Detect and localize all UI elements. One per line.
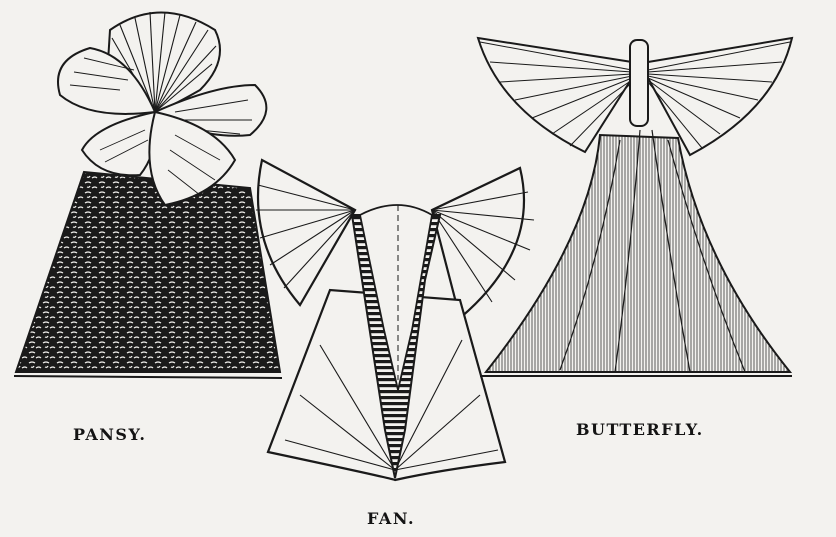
butterfly-caption: BUTTERFLY. — [576, 420, 704, 439]
pansy-caption: PANSY. — [73, 425, 147, 444]
pansy-ground-line — [14, 376, 282, 378]
fan-caption: FAN. — [367, 509, 416, 528]
fan-left-wing — [258, 160, 355, 305]
pansy-figure — [14, 12, 282, 378]
butterfly-body — [630, 40, 648, 126]
fan-figure — [256, 160, 534, 480]
butterfly-drape — [486, 135, 790, 372]
fan-right-wing — [432, 168, 524, 318]
pansy-base — [16, 172, 280, 372]
butterfly-figure — [478, 38, 792, 376]
